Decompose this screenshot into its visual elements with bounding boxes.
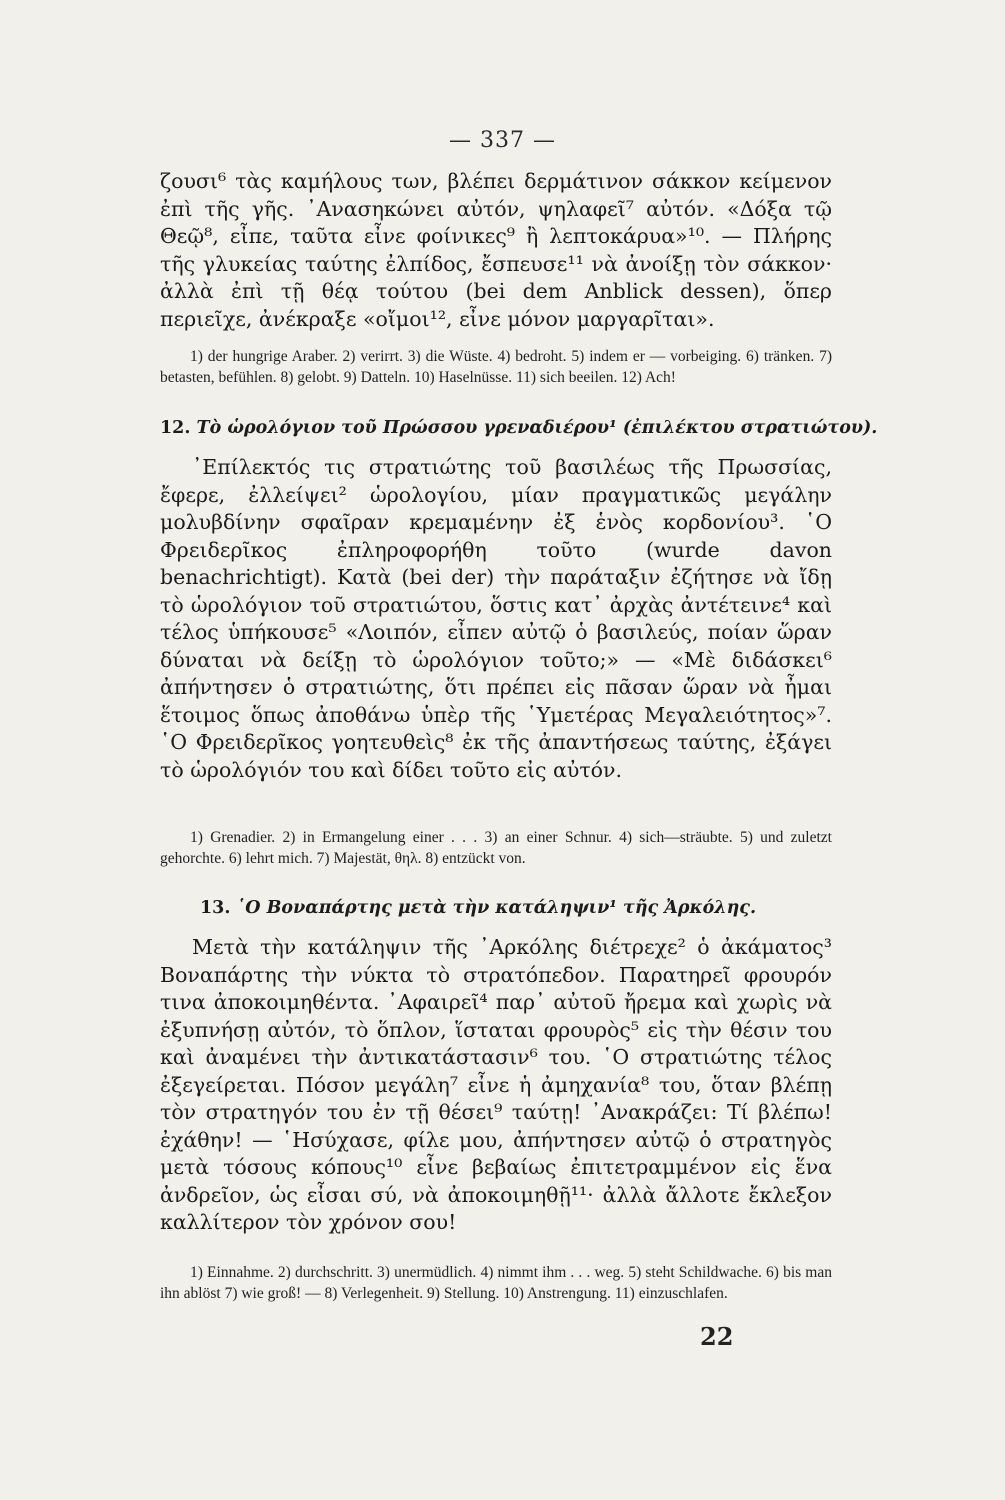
footnotes-2: [160, 827, 832, 869]
footnotes-1: [160, 346, 832, 388]
footnotes-3-text: 1) Einnahme. 2) durchschritt. 3) unermüdlich. 4) nimmt ihm . . . weg. 5) steht Schildwache. 6) bis man ihn ablöst 7) wie groß! — 8) Verlegenheit. 9) Stellung. 10) Anstrengung. 11) einzuschlafen.: [160, 1264, 832, 1302]
passage-1: [160, 168, 832, 333]
footnotes-3: [160, 1262, 832, 1304]
section-13-text: Μετὰ τὴν κατάληψιν τῆς ᾿Αρκόλης διέτρεχε² ὁ ἀκάματος³ Βοναπάρτης τὴν νύκτα τὸ στρατόπεδον. Παρατηρεῖ φρουρόν τινα ἀποκοιμηθέντα. ᾿Αφαιρεῖ⁴ παρ᾿ αὐτοῦ ἤρεμα καὶ χωρὶς νὰ ἐξυπνήσῃ αὐτόν, τὸ ὅπλον, ἵσταται φρουρὸς⁵ εἰς τὴν θέσιν του καὶ ἀναμένει τὴν ἀντικατάστασιν⁶ του. ῾Ο στρατιώτης τέλος ἐξεγείρεται. Πόσον μεγάλη⁷ εἶνε ἡ ἀμηχανία⁸ του, ὅταν βλέπῃ τὸν στρατηγόν του ἐν τῇ θέσει⁹ ταύτῃ! ᾿Ανακράζει: Τί βλέπω! ἐχάθην! — ῾Ησύχασε, φίλε μου, ἀπήντησεν αὐτῷ ὁ στρατηγὸς μετὰ τόσους κόπους¹⁰ εἶνε βεβαίως ἐπιτετραμμένον εἰς ἕνα ἀνδρεῖον, ὡς εἶσαι σύ, νὰ ἀποκοιμηθῇ¹¹· ἀλλὰ ἄλλοτε ἔκλεξον καλλίτερον τὸν χρόνον σου!: [160, 935, 832, 1234]
section-12-number: 12.: [160, 418, 191, 438]
section-12-text: ᾿Επίλεκτός τις στρατιώτης τοῦ βασιλέως τῆς Πρωσσίας, ἔφερε, ἐλλείψει² ὡρολογίου, μίαν πραγματικῶς μεγάλην μολυβδίνην σφαῖραν κρεμαμένην ἐξ ἑνὸς κορδονίου³. ῾Ο Φρειδερῖκος ἐπληροφορήθη τοῦτο (wurde davon benachrichtigt). Κατὰ (bei der) τὴν παράταξιν ἐζήτησε νὰ ἴδῃ τὸ ὡρολόγιον τοῦ στρατιώτου, ὅστις κατ᾿ ἀρχὰς ἀντέτεινε⁴ καὶ τέλος ὑπήκουσε⁵ «Λοιπόν, εἶπεν αὐτῷ ὁ βασιλεύς, ποίαν ὥραν δύναται νὰ δείξῃ τὸ ὡρολόγιον τοῦτο;» — «Μὲ διδάσκει⁶ ἀπήντησεν ὁ στρατιώτης, ὅτι πρέπει εἰς πᾶσαν ὥραν νὰ ἦμαι ἕτοιμος ὅπως ἀποθάνω ὑπὲρ τῆς ῾Υμετέρας Μεγαλειότητος»⁷. ῾Ο Φρειδερῖκος γοητευθεὶς⁸ ἐκ τῆς ἀπαντήσεως ταύτης, ἐξάγει τὸ ὡρολόγιόν του καὶ δίδει τοῦτο εἰς αὐτόν.: [160, 455, 832, 782]
section-13-number: 13.: [200, 898, 231, 918]
footnotes-2-text: 1) Grenadier. 2) in Ermangelung einer . . . 3) an einer Schnur. 4) sich—sträubte. 5) und zuletzt gehorchte. 6) lehrt mich. 7) Majestät, θηλ. 8) entzückt von.: [160, 829, 832, 867]
section-13-body: [160, 934, 832, 1237]
section-12-title: Τὸ ὡρολόγιον τοῦ Πρώσσου γρεναδιέρου¹ (ἐπιλέκτου στρατιώτου).: [196, 418, 878, 438]
footnotes-1-text: 1) der hungrige Araber. 2) verirrt. 3) die Wüste. 4) bedroht. 5) indem er — vorbeiging. 6) tränken. 7) betasten, befühlen. 8) gelobt. 9) Datteln. 10) Haselnüsse. 11) sich beeilen. 12) Ach!: [160, 348, 832, 386]
section-12-heading: [160, 418, 878, 438]
signature-mark: 22: [700, 1322, 734, 1351]
section-13-heading: [200, 898, 872, 918]
section-12-body: [160, 454, 832, 784]
section-13-title: ῾Ο Βοναπάρτης μετὰ τὴν κατάληψιν¹ τῆς Ἀρκόλης.: [236, 898, 757, 918]
page-number: — 337 —: [449, 128, 556, 153]
passage-1-text: ζουσι⁶ τὰς καμήλους των, βλέπει δερμάτινον σάκκον κείμενον ἐπὶ τῆς γῆς. ᾿Ανασηκώνει αὐτόν, ψηλαφεῖ⁷ αὐτόν. «Δόξα τῷ Θεῷ⁸, εἶπε, ταῦτα εἶνε φοίνικες⁹ ἢ λεπτοκάρυα»¹⁰. — Πλήρης τῆς γλυκείας ταύτης ἐλπίδος, ἔσπευσε¹¹ νὰ ἀνοίξῃ τὸν σάκκον· ἀλλὰ ἐπὶ τῇ θέᾳ τούτου (bei dem Anblick dessen), ὅπερ περιεῖχε, ἀνέκραξε «οἴμοι¹², εἶνε μόνον μαργαρῖται».: [160, 169, 832, 331]
